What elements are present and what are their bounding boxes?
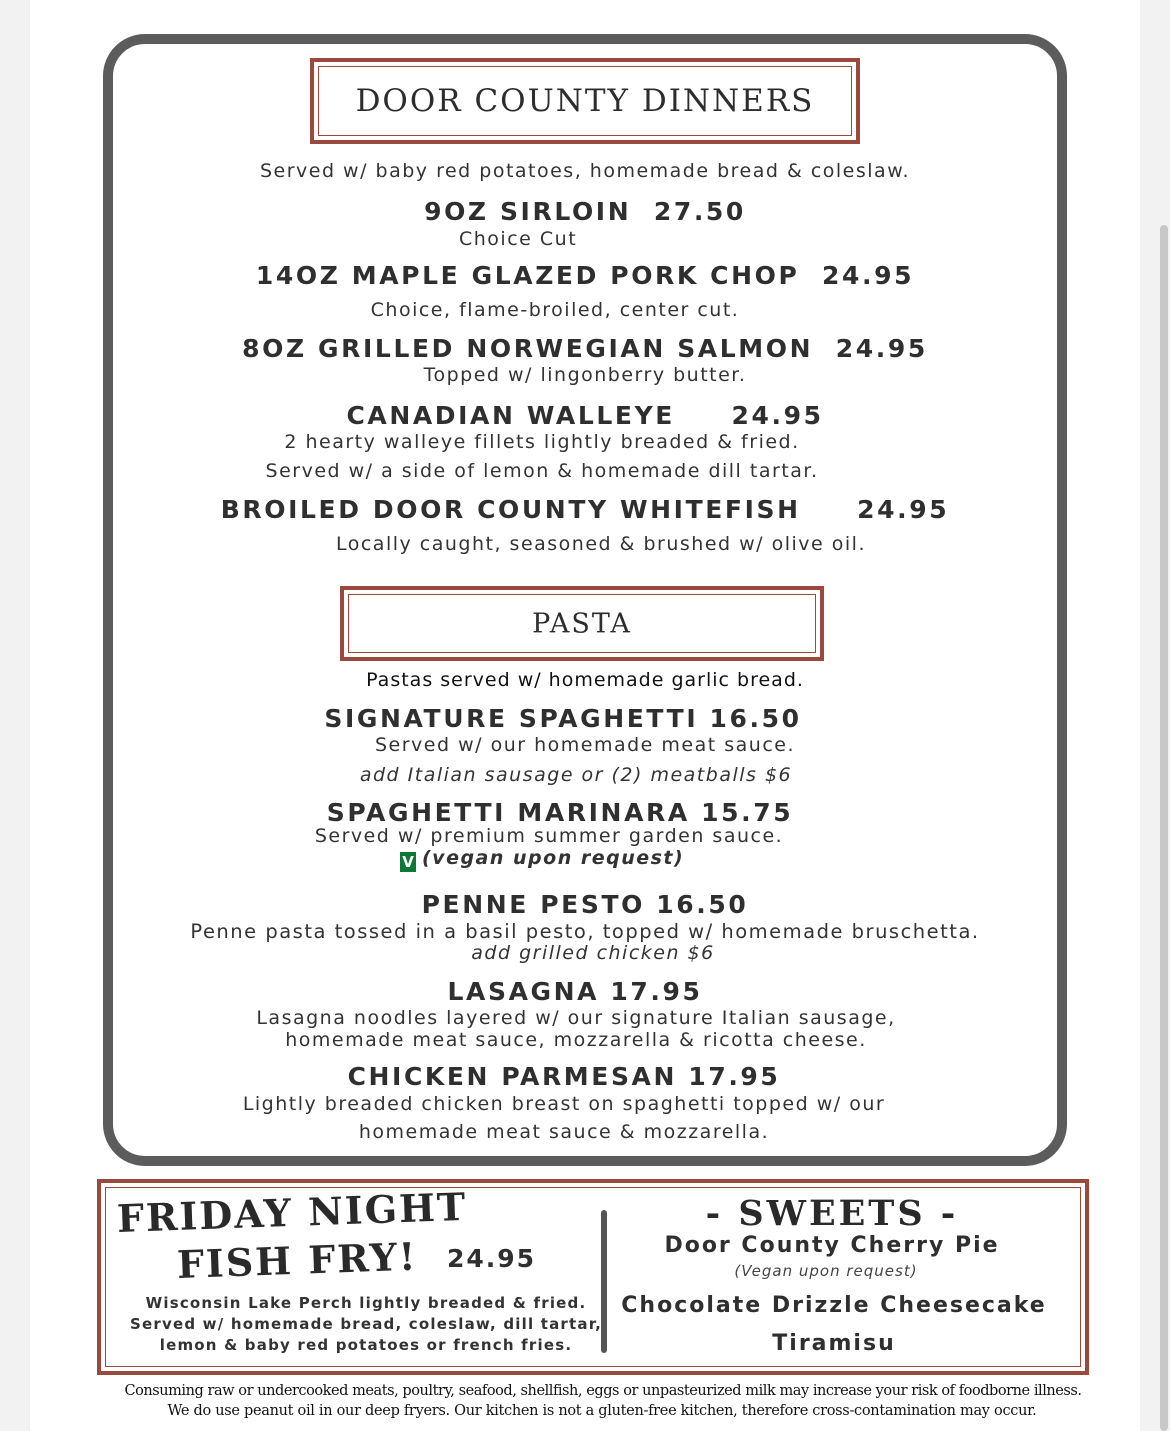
menu-item-chicken-parmesan: CHICKEN PARMESAN 17.95 xyxy=(347,1062,781,1091)
item-note: add grilled chicken $6 xyxy=(471,942,715,964)
item-name: CANADIAN WALLEYE xyxy=(346,401,675,430)
item-description: Lightly breaded chicken breast on spaghetti topped w/ our xyxy=(242,1093,886,1115)
item-description: homemade meat sauce, mozzarella & ricotta cheese. xyxy=(285,1029,867,1051)
vegan-note xyxy=(400,847,684,872)
sweet-tiramisu: Tiramisu xyxy=(772,1331,896,1356)
sweet-note: (Vegan upon request) xyxy=(734,1262,918,1280)
item-description: 2 hearty walleye fillets lightly breaded & fried. xyxy=(284,431,800,453)
dinners-intro: Served w/ baby red potatoes, homemade bread & coleslaw. xyxy=(259,160,911,182)
item-note: (vegan upon request) xyxy=(422,847,685,869)
item-description: homemade meat sauce & mozzarella. xyxy=(358,1121,770,1143)
disclaimer-line: Consuming raw or undercooked meats, poultry, seafood, shellfish, eggs or unpasteurized milk may increase your risk of foodborne illness. xyxy=(124,1383,1082,1399)
item-name: 9OZ SIRLOIN xyxy=(424,197,632,226)
pasta-title: PASTA xyxy=(532,608,632,639)
item-description: Served w/ premium summer garden sauce. xyxy=(314,825,784,847)
dinners-title-box xyxy=(310,58,860,144)
disclaimer-line: We do use peanut oil in our deep fryers. Our kitchen is not a gluten-free kitchen, therefore cross-contamination may occur. xyxy=(167,1403,1037,1419)
menu-item-signature-spaghetti: SIGNATURE SPAGHETTI 16.50 xyxy=(324,704,802,733)
item-description: Served w/ our homemade meat sauce. xyxy=(375,734,795,756)
item-price: 24.95 xyxy=(835,334,928,363)
vegan-icon: V xyxy=(400,852,416,872)
item-description: Lasagna noodles layered w/ our signature Italian sausage, xyxy=(256,1007,896,1029)
menu-item-walleye xyxy=(0,401,1170,430)
menu-item-sirloin xyxy=(0,197,1170,226)
sweets-title: - SWEETS - xyxy=(705,1193,959,1234)
fish-fry-description: lemon & baby red potatoes or french fries. xyxy=(159,1336,573,1354)
fish-fry-price: 24.95 xyxy=(447,1244,537,1273)
menu-item-pork-chop xyxy=(0,261,1170,290)
sweet-cheesecake: Chocolate Drizzle Cheesecake xyxy=(621,1293,1047,1318)
menu-item-penne-pesto: PENNE PESTO 16.50 xyxy=(421,890,749,919)
pasta-title-box xyxy=(340,586,824,661)
dinners-title: DOOR COUNTY DINNERS xyxy=(355,83,815,119)
item-note: add Italian sausage or (2) meatballs $6 xyxy=(359,764,793,786)
item-description: Penne pasta tossed in a basil pesto, topped w/ homemade bruschetta. xyxy=(190,920,980,943)
menu-item-spaghetti-marinara: SPAGHETTI MARINARA 15.75 xyxy=(326,798,794,827)
fish-fry-title-line1: FRIDAY NIGHT xyxy=(116,1183,468,1241)
item-name: 8OZ GRILLED NORWEGIAN SALMON xyxy=(242,334,814,363)
fish-fry-description: Served w/ homemade bread, coleslaw, dill tartar, xyxy=(130,1315,602,1333)
item-price: 24.95 xyxy=(822,261,915,290)
item-price: 27.50 xyxy=(653,197,746,226)
sweet-cherry-pie: Door County Cherry Pie xyxy=(664,1233,1000,1258)
item-description: Served w/ a side of lemon & homemade dill tartar. xyxy=(265,460,819,482)
item-name: 14OZ MAPLE GLAZED PORK CHOP xyxy=(255,261,800,290)
fish-fry-description: Wisconsin Lake Perch lightly breaded & fried. xyxy=(145,1294,587,1312)
fish-fry-title-line2: FISH FRY! xyxy=(176,1233,419,1287)
menu-item-salmon xyxy=(0,334,1170,363)
item-description: Topped w/ lingonberry butter. xyxy=(423,364,747,386)
menu-item-whitefish xyxy=(0,495,1170,524)
menu-item-lasagna: LASAGNA 17.95 xyxy=(447,977,703,1006)
pasta-intro: Pastas served w/ homemade garlic bread. xyxy=(366,669,804,691)
item-price: 24.95 xyxy=(731,401,824,430)
item-description: Locally caught, seasoned & brushed w/ olive oil. xyxy=(335,533,866,555)
item-description: Choice, flame-broiled, center cut. xyxy=(370,299,740,321)
item-name: BROILED DOOR COUNTY WHITEFISH xyxy=(220,495,801,524)
item-price: 24.95 xyxy=(857,495,950,524)
item-description: Choice Cut xyxy=(459,228,578,250)
